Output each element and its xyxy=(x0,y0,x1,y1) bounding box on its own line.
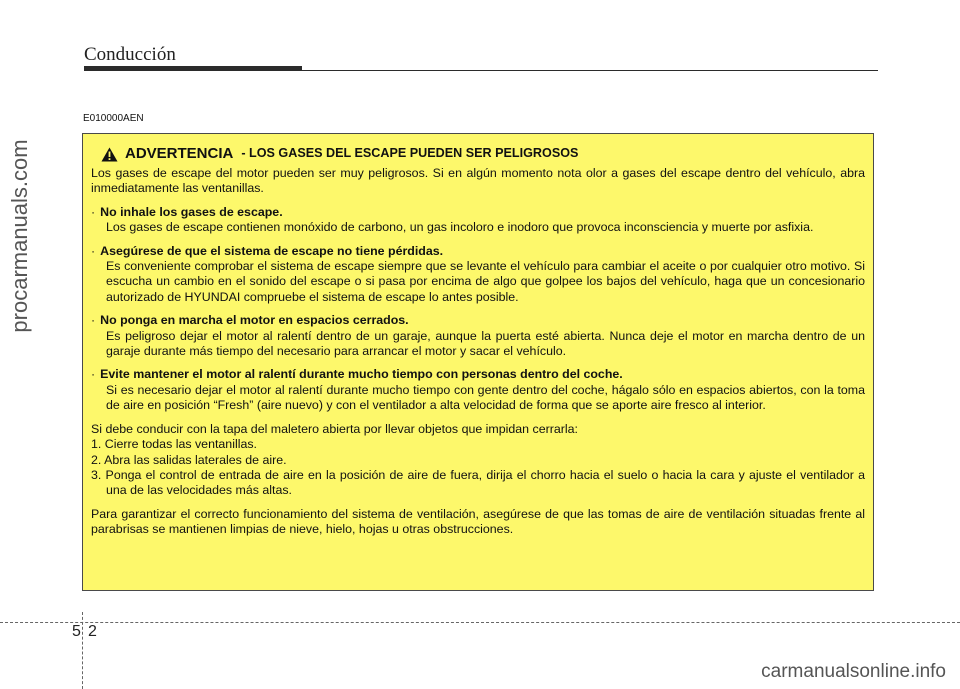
trunk-intro: Si debe conducir con la tapa del maletero abierta por llevar objetos que impidan cerrarla: xyxy=(91,421,578,436)
item-title-text: No ponga en marcha el motor en espacios cerrados. xyxy=(100,313,409,328)
step-item: 3. Ponga el control de entrada de aire en la posición de aire de fuera, dirija el chorro hacia el suelo o hacia la cara y ajuste el ventilador a una de las velocidades más altas. xyxy=(91,467,865,498)
warning-triangle-icon xyxy=(101,147,118,162)
item-title-text: Asegúrese de que el sistema de escape no tiene pérdidas. xyxy=(100,243,444,258)
warning-box xyxy=(82,133,874,591)
step-item: 2. Abra las salidas laterales de aire. xyxy=(91,452,287,467)
side-watermark-text: procarmanuals.com xyxy=(7,139,32,333)
item-title xyxy=(91,244,865,259)
footer-watermark: carmanualsonline.info xyxy=(761,661,946,682)
page-number: 2 xyxy=(88,623,97,640)
item-title xyxy=(91,367,865,382)
warning-header xyxy=(101,142,865,166)
closing-note: Para garantizar el correcto funcionamiento del sistema de ventilación, asegúrese de que las tomas de aire de ventilación situadas frente al parabrisas se mantienen limpias de nieve, hielo, hojas u otras obstrucciones. xyxy=(91,506,865,537)
item-title xyxy=(91,313,865,328)
item-body: Los gases de escape contienen monóxido de carbono, un gas incoloro e inodoro que provoca inconsciencia y muerte por asfixia. xyxy=(106,220,814,235)
chapter-number: 5 xyxy=(72,623,81,640)
footer-rule xyxy=(0,622,960,623)
warning-intro: Los gases de escape del motor pueden ser muy peligrosos. Si en algún momento nota olor a gases del escape dentro del vehículo, abra inmediatamente las ventanillas. xyxy=(91,166,865,196)
item-body: Es peligroso dejar el motor al ralentí dentro de un garaje, aunque la puerta esté abierta. Nunca deje el motor en marcha dentro de un garaje durante más tiempo del necesario para arrancar el motor y sacar el vehículo. xyxy=(106,328,865,359)
document-code: E010000AEN xyxy=(83,113,144,124)
item-body: Si es necesario dejar el motor al ralentí durante mucho tiempo con gente dentro del coche, hágalo sólo en espacios abiertos, con la toma de aire en posición “Fresh” (aire nuevo) y con el ventilador a alta velocidad de forma que se aporte aire fresco al interior. xyxy=(106,382,865,413)
item-title-text: No inhale los gases de escape. xyxy=(100,204,283,219)
section-title: Conducción xyxy=(84,44,176,65)
footer-vertical-rule xyxy=(82,612,83,689)
item-body: Es conveniente comprobar el sistema de escape siempre que se levante el vehículo para cambiar el aceite o por cualquier otro motivo. Si escucha un cambio en el sonido del escape o si pasa por encima de algo que golpee los bajos del vehículo, haga que un concesionario autorizado de HYUNDAI compruebe el sistema de escape lo antes posible. xyxy=(106,259,865,304)
item-title xyxy=(91,205,865,220)
warning-subtitle: - LOS GASES DEL ESCAPE PUEDEN SER PELIGROSOS xyxy=(241,146,579,161)
bullet: · xyxy=(91,204,96,219)
bullet: · xyxy=(91,243,96,258)
bullet: · xyxy=(91,313,96,328)
item-title-text: Evite mantener el motor al ralentí durante mucho tiempo con personas dentro del coche. xyxy=(100,367,623,382)
warning-label: ADVERTENCIA xyxy=(125,145,234,163)
step-item: 1. Cierre todas las ventanillas. xyxy=(91,437,257,452)
header-rule-thick xyxy=(84,66,302,71)
header-rule-thin xyxy=(302,70,878,71)
bullet: · xyxy=(91,367,96,382)
